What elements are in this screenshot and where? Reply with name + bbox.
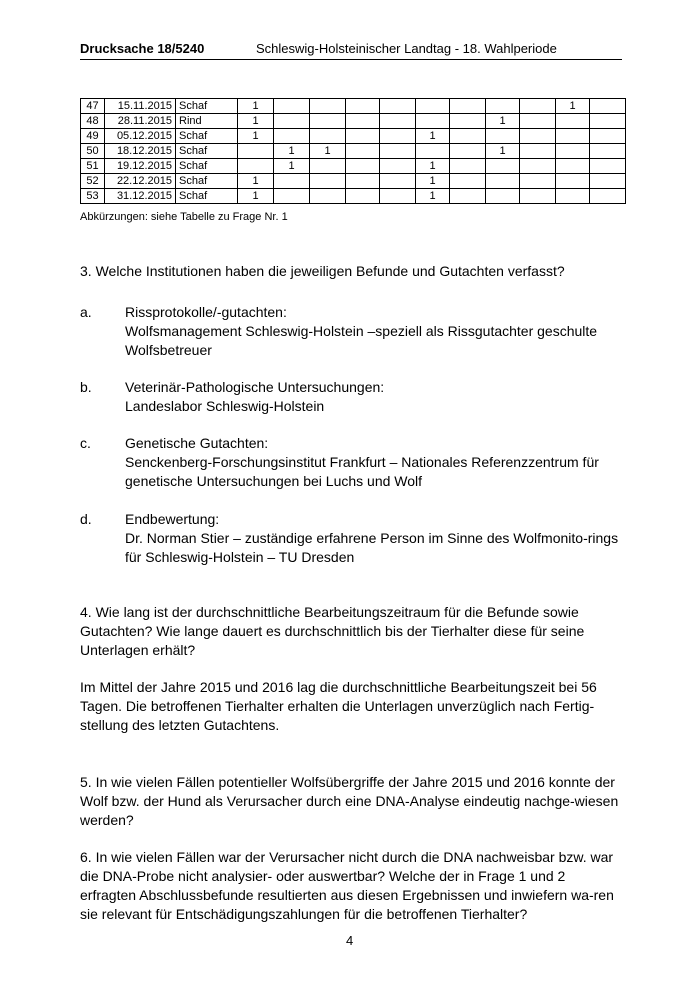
table-cell bbox=[590, 144, 626, 159]
table-cell bbox=[274, 114, 310, 129]
table-cell: 1 bbox=[274, 159, 310, 174]
table-cell: Schaf bbox=[176, 174, 238, 189]
table-cell: Schaf bbox=[176, 129, 238, 144]
table-cell: 47 bbox=[81, 99, 105, 114]
table-cell bbox=[416, 144, 450, 159]
table-cell: 18.12.2015 bbox=[105, 144, 176, 159]
table-cell bbox=[346, 99, 380, 114]
item-c-label: c. bbox=[80, 435, 91, 451]
table-cell: 1 bbox=[310, 144, 346, 159]
table-cell bbox=[450, 129, 486, 144]
table-cell: 1 bbox=[238, 174, 274, 189]
table-cell bbox=[520, 129, 556, 144]
item-b-label: b. bbox=[80, 379, 92, 395]
table-cell bbox=[380, 159, 416, 174]
item-b-title: Veterinär-Pathologische Untersuchungen: bbox=[125, 379, 385, 395]
table-cell bbox=[486, 159, 520, 174]
table-cell bbox=[486, 189, 520, 204]
question-4: 4. Wie lang ist der durchschnittliche Bearbeitungszeitraum für die Befunde sowie Gutachten? Wie lange dauert es durchschnittlich bis der Tierhalter diese für seine Unterlagen erhält? bbox=[80, 604, 585, 658]
table-cell bbox=[486, 99, 520, 114]
table-cell bbox=[450, 99, 486, 114]
table-cell: Schaf bbox=[176, 144, 238, 159]
table-cell bbox=[486, 174, 520, 189]
table-cell bbox=[520, 114, 556, 129]
table-cell: 1 bbox=[416, 159, 450, 174]
table-cell bbox=[310, 174, 346, 189]
table-cell bbox=[310, 114, 346, 129]
table-cell: 1 bbox=[416, 174, 450, 189]
table-cell bbox=[450, 144, 486, 159]
table-cell bbox=[310, 189, 346, 204]
table-cell bbox=[310, 159, 346, 174]
table-row bbox=[81, 159, 626, 174]
table-cell: 1 bbox=[238, 99, 274, 114]
cases-table bbox=[80, 98, 626, 204]
table-cell bbox=[556, 144, 590, 159]
table-cell bbox=[590, 99, 626, 114]
table-cell: 48 bbox=[81, 114, 105, 129]
table-cell bbox=[556, 129, 590, 144]
table-cell: 51 bbox=[81, 159, 105, 174]
table-row bbox=[81, 174, 626, 189]
item-a-text: Wolfsmanagement Schleswig-Holstein –speziell als Rissgutachter geschulte Wolfsbetreuer bbox=[125, 323, 598, 358]
table-cell: 31.12.2015 bbox=[105, 189, 176, 204]
table-cell bbox=[346, 129, 380, 144]
table-cell bbox=[310, 129, 346, 144]
table-cell bbox=[590, 189, 626, 204]
table-cell bbox=[274, 189, 310, 204]
question-3: 3. Welche Institutionen haben die jeweiligen Befunde und Gutachten verfasst? bbox=[80, 263, 565, 279]
table-cell bbox=[416, 114, 450, 129]
table-row bbox=[81, 189, 626, 204]
table-cell bbox=[346, 159, 380, 174]
table-cell bbox=[380, 174, 416, 189]
table-cell: Schaf bbox=[176, 159, 238, 174]
table-cell: 05.12.2015 bbox=[105, 129, 176, 144]
table-cell bbox=[556, 159, 590, 174]
item-d-title: Endbewertung: bbox=[125, 511, 220, 527]
page-header bbox=[80, 39, 622, 60]
table-cell: 28.11.2015 bbox=[105, 114, 176, 129]
table-cell: 19.12.2015 bbox=[105, 159, 176, 174]
table-cell bbox=[274, 174, 310, 189]
table-cell: 1 bbox=[416, 189, 450, 204]
table-cell bbox=[450, 159, 486, 174]
table-cell bbox=[590, 129, 626, 144]
table-note: Abkürzungen: siehe Tabelle zu Frage Nr. 1 bbox=[80, 211, 288, 223]
table-cell bbox=[590, 159, 626, 174]
table-cell bbox=[520, 159, 556, 174]
table-cell bbox=[274, 129, 310, 144]
table-cell bbox=[380, 144, 416, 159]
table-cell: 1 bbox=[486, 144, 520, 159]
table-cell: 22.12.2015 bbox=[105, 174, 176, 189]
table-cell: 53 bbox=[81, 189, 105, 204]
table-cell bbox=[486, 129, 520, 144]
table-row bbox=[81, 129, 626, 144]
table-cell bbox=[380, 129, 416, 144]
table-cell: Schaf bbox=[176, 99, 238, 114]
table-cell: 52 bbox=[81, 174, 105, 189]
table-cell bbox=[380, 189, 416, 204]
table-cell: Rind bbox=[176, 114, 238, 129]
table-cell: 1 bbox=[556, 99, 590, 114]
table-cell: 1 bbox=[238, 189, 274, 204]
table-cell bbox=[556, 114, 590, 129]
table-cell bbox=[238, 159, 274, 174]
table-cell: 1 bbox=[416, 129, 450, 144]
table-cell bbox=[520, 144, 556, 159]
table-cell bbox=[238, 144, 274, 159]
table-cell: 1 bbox=[274, 144, 310, 159]
item-d-text: Dr. Norman Stier – zuständige erfahrene Person im Sinne des Wolfmonito-rings für Schleswig-Holstein – TU Dresden bbox=[125, 530, 619, 565]
table-cell bbox=[380, 114, 416, 129]
item-a-label: a. bbox=[80, 304, 92, 320]
table-cell bbox=[346, 144, 380, 159]
question-5: 5. In wie vielen Fällen potentieller Wolfsübergriffe der Jahre 2015 und 2016 konnte der Wolf bzw. der Hund als Verursacher durch eine DNA-Analyse eindeutig nachge-wiesen werden? bbox=[80, 774, 619, 828]
table-cell bbox=[346, 114, 380, 129]
table-cell bbox=[590, 114, 626, 129]
answer-4: Im Mittel der Jahre 2015 und 2016 lag die durchschnittliche Bearbeitungszeit bei 56 Tagen. Die betroffenen Tierhalter erhalten die Unterlagen unverzüglich nach Fertig-stellung des letzten Gutachtens. bbox=[80, 679, 597, 733]
table-cell: 1 bbox=[238, 114, 274, 129]
table-cell: 1 bbox=[486, 114, 520, 129]
table-cell bbox=[380, 99, 416, 114]
table-row bbox=[81, 99, 626, 114]
table-cell bbox=[450, 174, 486, 189]
table-cell bbox=[520, 99, 556, 114]
table-cell: 15.11.2015 bbox=[105, 99, 176, 114]
item-c-text: Senckenberg-Forschungsinstitut Frankfurt – Nationales Referenzzentrum für genetische Untersuchungen bei Luchs und Wolf bbox=[125, 454, 599, 489]
item-b-text: Landeslabor Schleswig-Holstein bbox=[125, 398, 325, 414]
table-cell bbox=[520, 189, 556, 204]
table-cell bbox=[346, 174, 380, 189]
table-cell bbox=[310, 99, 346, 114]
page-number: 4 bbox=[346, 933, 354, 948]
item-a-title: Rissprotokolle/-gutachten: bbox=[125, 304, 287, 320]
table-cell bbox=[520, 174, 556, 189]
item-d-label: d. bbox=[80, 511, 92, 527]
landtag-title: Schleswig-Holsteinischer Landtag - 18. Wahlperiode bbox=[256, 41, 557, 56]
question-6: 6. In wie vielen Fällen war der Verursacher nicht durch die DNA nachweisbar bzw. war die DNA-Probe nicht analysier- oder auswertbar? Welche der in Frage 1 und 2 erfragten Abschlussbefunde resultierten aus diesen Ergebnissen und inwiefern wa-ren sie relevant für Entschädigungszahlungen für die betroffenen Tierhalter? bbox=[80, 849, 614, 922]
table-cell bbox=[274, 99, 310, 114]
table-cell: 49 bbox=[81, 129, 105, 144]
table-cell bbox=[450, 189, 486, 204]
drucksache-number: Drucksache 18/5240 bbox=[80, 41, 205, 56]
table-cell: 50 bbox=[81, 144, 105, 159]
table-cell bbox=[590, 174, 626, 189]
item-c-title: Genetische Gutachten: bbox=[125, 435, 269, 451]
table-cell: Schaf bbox=[176, 189, 238, 204]
table-cell bbox=[416, 99, 450, 114]
table-row bbox=[81, 144, 626, 159]
table-cell bbox=[556, 174, 590, 189]
table-cell bbox=[556, 189, 590, 204]
table-cell: 1 bbox=[238, 129, 274, 144]
table-cell bbox=[450, 114, 486, 129]
table-row bbox=[81, 114, 626, 129]
table-cell bbox=[346, 189, 380, 204]
